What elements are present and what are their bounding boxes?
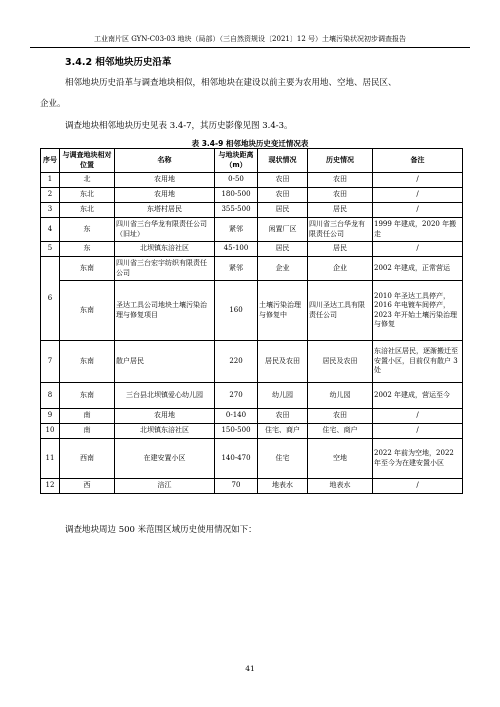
table-cell: 11 <box>41 439 60 479</box>
table-cell: 圣达工具公司地块土壤污染治理与修复项目 <box>115 281 215 341</box>
table-row <box>41 257 463 281</box>
table-cell: / <box>373 203 463 218</box>
table-cell: 农田 <box>308 188 373 203</box>
section-heading: 3.4.2 相邻地块历史沿革 <box>65 57 172 68</box>
table-row <box>41 409 463 424</box>
table-cell: 在建安置小区 <box>115 439 215 479</box>
table-cell: / <box>373 409 463 424</box>
table-cell: 东南 <box>60 383 115 409</box>
table-cell: 355-500 <box>215 203 258 218</box>
paragraph-history-intro <box>40 73 460 115</box>
table-row <box>41 203 463 218</box>
table-cell: 7 <box>41 341 60 383</box>
column-header: 与调查地块相对位置 <box>60 149 115 173</box>
table-cell: 住宅、商户 <box>258 424 308 439</box>
table-cell: / <box>373 479 463 494</box>
table-cell: 8 <box>41 383 60 409</box>
table-cell: 住宅、商户 <box>308 424 373 439</box>
table-row <box>41 383 463 409</box>
table-cell: 3 <box>41 203 60 218</box>
table-cell: 四川省三台华龙有限责任公司 <box>308 218 373 242</box>
paragraph-line: 相邻地块历史沿革与调查地块相似，相邻地块在建设以前主要为农用地、空地、居民区、 <box>65 78 397 88</box>
table-cell: 9 <box>41 409 60 424</box>
table-cell: 企业 <box>258 257 308 281</box>
table-cell: 270 <box>215 383 258 409</box>
table-cell: 东南 <box>60 281 115 341</box>
table-cell: 东南 <box>60 341 115 383</box>
table-cell: 企业 <box>308 257 373 281</box>
table-row <box>41 218 463 242</box>
column-header: 名称 <box>115 149 215 173</box>
column-header: 与地块距离（m） <box>215 149 258 173</box>
table-cell: 北坝镇东涪社区 <box>115 424 215 439</box>
table-cell: 居民及农田 <box>258 341 308 383</box>
paragraph-line: 企业。 <box>40 99 66 109</box>
table-cell: 居民 <box>308 203 373 218</box>
table-cell-merged: 6 <box>41 257 60 341</box>
table-cell: 150-500 <box>215 424 258 439</box>
table-cell: 140-470 <box>215 439 258 479</box>
table-cell: 农田 <box>308 409 373 424</box>
table-cell: 闲置厂区 <box>258 218 308 242</box>
table-cell: 0-50 <box>215 173 258 188</box>
table-row <box>41 242 463 257</box>
table-cell: 东塔村居民 <box>115 203 215 218</box>
table-cell: 地表水 <box>308 479 373 494</box>
table-cell: 农田 <box>308 173 373 188</box>
column-header: 序号 <box>41 149 60 173</box>
table-cell: 1999 年建成，2020 年搬走 <box>373 218 463 242</box>
table-cell: 紧邻 <box>215 218 258 242</box>
table-cell: 180-500 <box>215 188 258 203</box>
table-cell: 45-100 <box>215 242 258 257</box>
table-cell: 幼儿园 <box>308 383 373 409</box>
table-cell: 居民 <box>308 242 373 257</box>
header-divider <box>30 47 470 48</box>
table-cell: 2002 年建成，营运至今 <box>373 383 463 409</box>
table-cell: 农用地 <box>115 173 215 188</box>
table-row <box>41 281 463 341</box>
column-header: 历史情况 <box>308 149 373 173</box>
table-row <box>41 188 463 203</box>
table-cell: 空地 <box>308 439 373 479</box>
table-cell: 2 <box>41 188 60 203</box>
table-cell: 西南 <box>60 439 115 479</box>
table-cell: 东 <box>60 242 115 257</box>
table-cell: 四川省三台华龙有限责任公司（旧址） <box>115 218 215 242</box>
table-cell: 东涪社区居民，逐渐搬迁至安置小区，目前仅有散户 3 处 <box>373 341 463 383</box>
table-cell: 160 <box>215 281 258 341</box>
table-cell: 三台县北坝镇爱心幼儿园 <box>115 383 215 409</box>
table-row <box>41 479 463 494</box>
table-cell: 东南 <box>60 257 115 281</box>
table-cell: 70 <box>215 479 258 494</box>
table-cell: 紧邻 <box>215 257 258 281</box>
table-cell: 北 <box>60 173 115 188</box>
paragraph-surrounding-usage: 调查地块周边 500 米范围区域历史使用情况如下： <box>65 525 257 535</box>
table-cell: 农用地 <box>115 188 215 203</box>
table-cell: 东北 <box>60 203 115 218</box>
paragraph-table-reference: 调查地块相邻地块历史见表 3.4-7，其历史影像见图 3.4-3。 <box>65 121 293 131</box>
table-cell: 东 <box>60 218 115 242</box>
table-cell: 10 <box>41 424 60 439</box>
table-caption: 表 3.4-9 相邻地块历史变迁情况表 <box>191 139 309 148</box>
table-cell: 5 <box>41 242 60 257</box>
table-cell: 四川省三台宏宇纺织有限责任公司 <box>115 257 215 281</box>
column-header: 备注 <box>373 149 463 173</box>
table-cell: 农用地 <box>115 409 215 424</box>
table-cell: 西 <box>60 479 115 494</box>
table-cell: 4 <box>41 218 60 242</box>
table-cell: 农田 <box>258 188 308 203</box>
table-cell: 东北 <box>60 188 115 203</box>
table-cell: 居民 <box>258 203 308 218</box>
page-number: 41 <box>245 664 255 673</box>
table-row <box>41 424 463 439</box>
table-cell: 南 <box>60 409 115 424</box>
table-header-row <box>41 149 463 173</box>
history-table <box>40 148 463 494</box>
table-cell: 农田 <box>258 409 308 424</box>
table-cell: 2010 年圣达工具停产，2016 年电镀车间停产，2023 年开始土壤污染治理与修复 <box>373 281 463 341</box>
table-cell: 农田 <box>258 173 308 188</box>
table-cell: 220 <box>215 341 258 383</box>
table-header <box>41 149 463 173</box>
table-cell: / <box>373 424 463 439</box>
table-cell: 涪江 <box>115 479 215 494</box>
table-row <box>41 173 463 188</box>
table-row <box>41 439 463 479</box>
table-cell: / <box>373 188 463 203</box>
column-header: 现状情况 <box>258 149 308 173</box>
table-cell: 居民及农田 <box>308 341 373 383</box>
table-cell: 12 <box>41 479 60 494</box>
table-cell: / <box>373 242 463 257</box>
table-cell: 土壤污染治理与修复中 <box>258 281 308 341</box>
table-cell: 1 <box>41 173 60 188</box>
table-cell: 地表水 <box>258 479 308 494</box>
table-cell: 散户居民 <box>115 341 215 383</box>
table-cell: 2022 年前为空地，2022 年至今为在建安置小区 <box>373 439 463 479</box>
table-cell: / <box>373 173 463 188</box>
table-cell: 四川圣达工具有限责任公司 <box>308 281 373 341</box>
table-cell: 北坝镇东涪社区 <box>115 242 215 257</box>
table-cell: 幼儿园 <box>258 383 308 409</box>
table-cell: 2002 年建成，正常营运 <box>373 257 463 281</box>
table-cell: 南 <box>60 424 115 439</box>
page-header: 工业南片区 GYN-C03-03 地块（局部）（三自然资规设〔2021〕12 号）土壤污染状况初步调查报告 <box>93 35 406 43</box>
table-cell: 居民 <box>258 242 308 257</box>
table-cell: 住宅 <box>258 439 308 479</box>
table-row <box>41 341 463 383</box>
table-cell: 0-140 <box>215 409 258 424</box>
